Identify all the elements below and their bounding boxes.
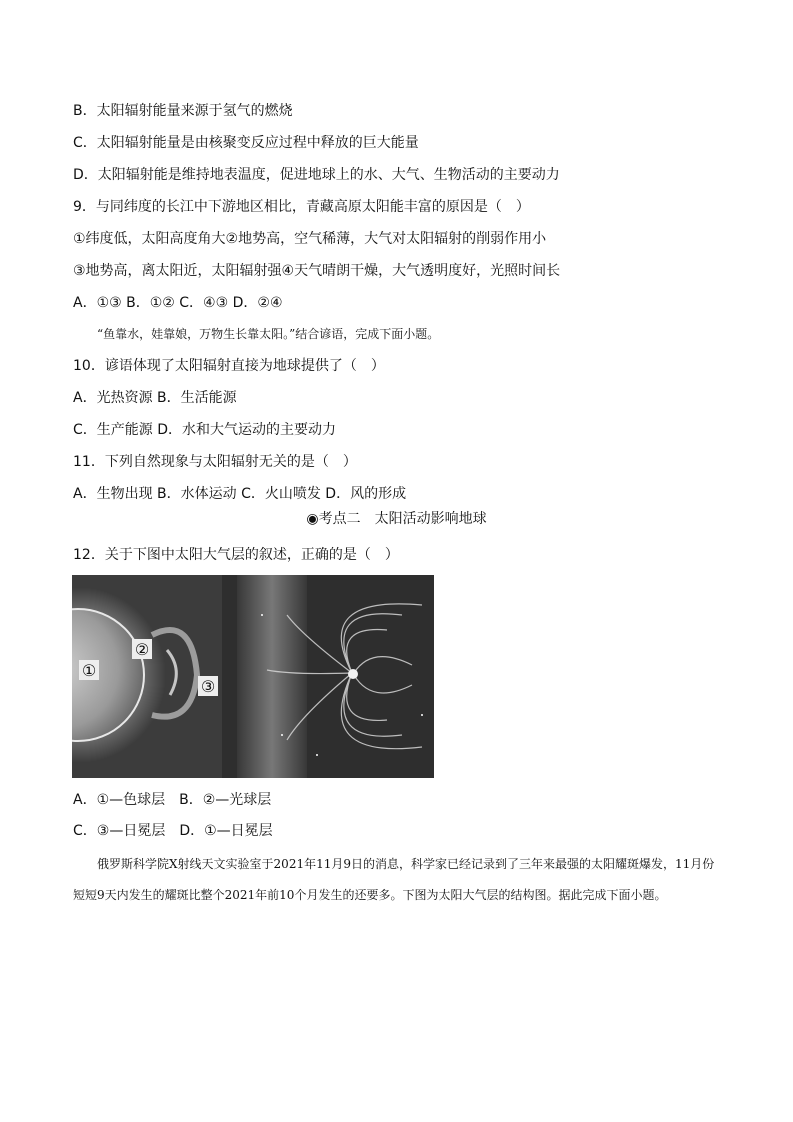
q8-option-c: C．太阳辐射能量是由核聚变反应过程中释放的巨大能量 <box>73 135 419 151</box>
figure-label-2: ② <box>134 640 150 659</box>
figure-label-1: ① <box>81 661 97 680</box>
q9-stem: 9．与同纬度的长江中下游地区相比，青藏高原太阳能丰富的原因是（ ） <box>73 199 530 215</box>
section-heading: ◉考点二 太阳活动影响地球 <box>306 511 487 527</box>
figure-label-3: ③ <box>200 677 216 696</box>
q10-options-cd: C．生产能源 D．水和大气运动的主要动力 <box>73 422 337 438</box>
flare-intro-paragraph: 俄罗斯科学院X射线天文实验室于2021年11月9日的消息，科学家已经记录到了三年来最强的太阳耀斑爆发，11月份短短9天内发生的耀斑比整个2021年前10个月发生的还要多。下图为太阳大气层的结构图。据此完成下面小题。 <box>73 857 715 902</box>
q12-options-cd: C．③—日冕层 D．①—日冕层 <box>73 823 273 839</box>
q11-options: A．生物出现 B．水体运动 C．火山喷发 D．风的形成 <box>73 486 407 502</box>
q10-options-ab: A．光热资源 B．生活能源 <box>73 390 237 406</box>
proverb-intro: “鱼靠水，娃靠娘，万物生长靠太阳。”结合谚语，完成下面小题。 <box>97 327 440 341</box>
q9-statements-1: ①纬度低，太阳高度角大②地势高，空气稀薄，大气对太阳辐射的削弱作用小 <box>73 231 547 247</box>
q9-options: A．①③ B．①② C．④③ D．②④ <box>73 295 283 311</box>
q12-stem: 12．关于下图中太阳大气层的叙述，正确的是（ ） <box>73 547 399 563</box>
q8-option-d: D．太阳辐射能是维持地表温度，促进地球上的水、大气、生物活动的主要动力 <box>73 167 560 183</box>
q12-options-ab: A．①—色球层 B．②—光球层 <box>73 792 272 808</box>
q11-stem: 11．下列自然现象与太阳辐射无关的是（ ） <box>73 454 357 470</box>
q10-stem: 10．谚语体现了太阳辐射直接为地球提供了（ ） <box>73 358 385 374</box>
q9-statements-2: ③地势高，离太阳近，太阳辐射强④天气晴朗干燥，大气透明度好，光照时间长 <box>73 263 561 279</box>
q8-option-b: B．太阳辐射能量来源于氢气的燃烧 <box>73 103 293 119</box>
solar-atmosphere-figure <box>72 575 434 778</box>
